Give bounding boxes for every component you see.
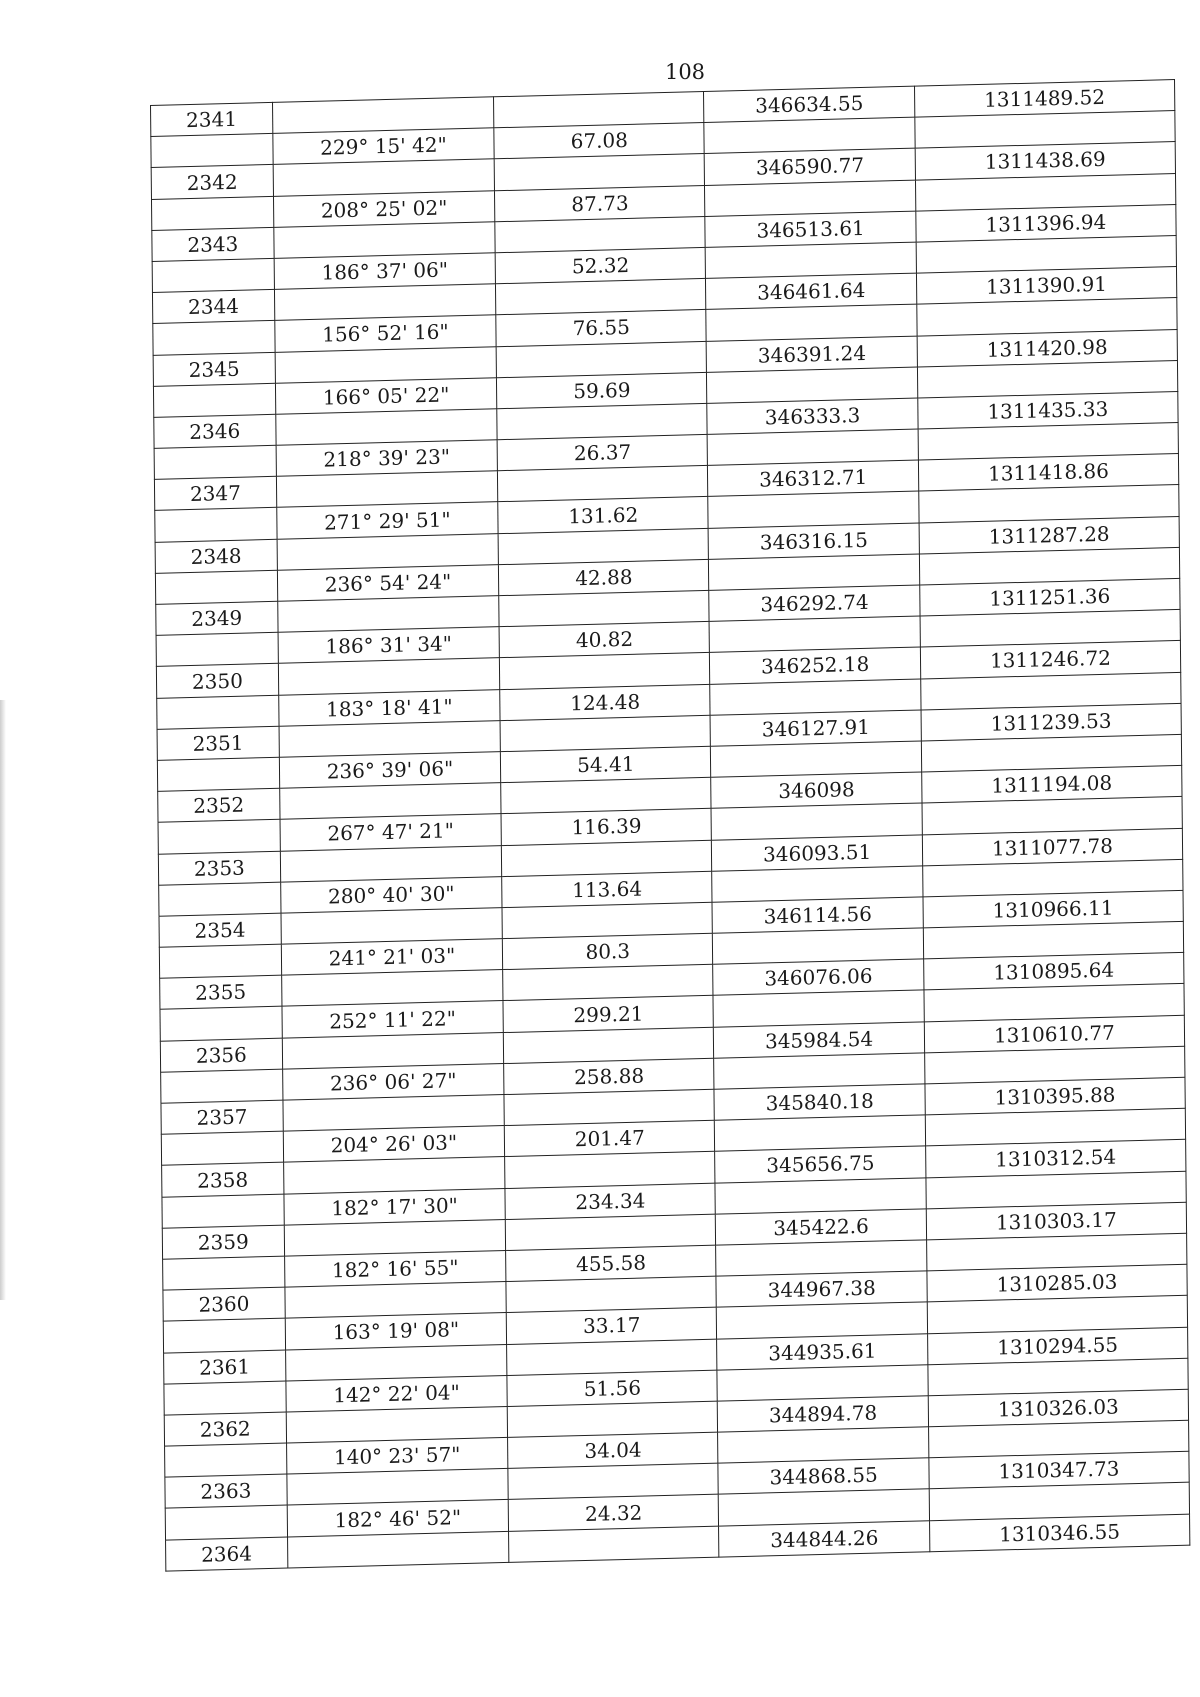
station-cell — [165, 1443, 287, 1477]
station-cell — [155, 508, 277, 542]
northing-cell: 344935.61 — [717, 1333, 928, 1370]
station-cell: 2363 — [165, 1474, 287, 1508]
distance-cell: 26.37 — [497, 434, 708, 471]
distance-cell: 299.21 — [503, 996, 714, 1033]
easting-cell: 1311246.72 — [920, 641, 1181, 679]
easting-cell: 1310294.55 — [927, 1327, 1188, 1365]
station-cell — [164, 1381, 286, 1415]
station-cell — [165, 1505, 287, 1539]
northing-cell: 346391.24 — [707, 336, 918, 373]
bearing-cell: 182° 17' 30" — [284, 1188, 506, 1225]
easting-cell: 1311251.36 — [920, 578, 1181, 616]
bearing-cell: 236° 06' 27" — [282, 1063, 504, 1100]
station-cell: 2344 — [152, 289, 274, 323]
station-cell: 2364 — [166, 1537, 288, 1571]
distance-cell: 34.04 — [508, 1432, 719, 1469]
station-cell: 2350 — [156, 664, 278, 698]
northing-cell: 346098 — [711, 772, 922, 809]
bearing-cell: 163° 19' 08" — [285, 1313, 507, 1350]
station-cell — [153, 321, 275, 355]
station-cell — [156, 632, 278, 666]
northing-cell: 345984.54 — [714, 1022, 925, 1059]
station-cell: 2353 — [158, 851, 280, 885]
page-number: 108 — [664, 60, 706, 84]
bearing-cell: 252° 11' 22" — [282, 1001, 504, 1038]
easting-cell: 1311239.53 — [921, 703, 1182, 741]
station-cell — [163, 1318, 285, 1352]
bearing-cell: 140° 23' 57" — [286, 1438, 508, 1475]
distance-cell: 234.34 — [505, 1183, 716, 1220]
survey-table — [150, 79, 1190, 1571]
station-cell: 2341 — [151, 102, 273, 136]
northing-cell: 346076.06 — [713, 959, 924, 996]
bearing-cell: 183° 18' 41" — [278, 689, 500, 726]
distance-cell: 87.73 — [495, 185, 706, 222]
northing-cell: 344868.55 — [718, 1458, 929, 1495]
bearing-cell: 186° 31' 34" — [278, 627, 500, 664]
station-cell: 2346 — [154, 414, 276, 448]
northing-cell: 346114.56 — [712, 897, 923, 934]
northing-cell: 344967.38 — [716, 1271, 927, 1308]
station-cell: 2348 — [155, 539, 277, 573]
bearing-cell: 204° 26' 03" — [283, 1126, 505, 1163]
station-cell: 2356 — [160, 1038, 282, 1072]
station-cell — [152, 258, 274, 292]
distance-cell: 51.56 — [507, 1370, 718, 1407]
bearing-cell: 156° 52' 16" — [275, 315, 497, 352]
easting-cell: 1310285.03 — [927, 1264, 1188, 1302]
station-cell — [159, 944, 281, 978]
easting-cell: 1310312.54 — [925, 1140, 1186, 1178]
survey-table-container — [150, 79, 1191, 1605]
easting-cell: 1311077.78 — [922, 828, 1183, 866]
station-cell — [151, 196, 273, 230]
distance-cell: 54.41 — [501, 746, 712, 783]
station-cell: 2360 — [163, 1287, 285, 1321]
distance-cell: 113.64 — [502, 871, 713, 908]
bearing-cell: 142° 22' 04" — [286, 1375, 508, 1412]
station-cell — [160, 1007, 282, 1041]
distance-cell: 24.32 — [508, 1495, 719, 1532]
distance-cell: 80.3 — [502, 933, 713, 970]
easting-cell: 1310895.64 — [923, 953, 1184, 991]
station-cell — [163, 1256, 285, 1290]
distance-cell: 201.47 — [504, 1120, 715, 1157]
station-cell — [154, 445, 276, 479]
station-cell: 2347 — [154, 477, 276, 511]
distance-cell: 52.32 — [495, 247, 706, 284]
easting-cell: 1311420.98 — [917, 329, 1178, 367]
northing-cell: 346292.74 — [709, 585, 920, 622]
survey-table-body — [151, 80, 1190, 1571]
bearing-cell: 236° 39' 06" — [279, 752, 501, 789]
northing-cell: 346333.3 — [707, 398, 918, 435]
station-cell — [155, 570, 277, 604]
station-cell — [159, 882, 281, 916]
easting-cell: 1310347.73 — [929, 1451, 1190, 1489]
distance-cell: 131.62 — [498, 497, 709, 534]
station-cell: 2352 — [158, 788, 280, 822]
station-cell — [158, 820, 280, 854]
northing-cell: 346634.55 — [704, 86, 915, 123]
easting-cell: 1310395.88 — [925, 1077, 1186, 1115]
station-cell: 2351 — [157, 726, 279, 760]
station-cell: 2362 — [164, 1412, 286, 1446]
distance-cell: 124.48 — [500, 684, 711, 721]
bearing-cell: 186° 37' 06" — [274, 253, 496, 290]
station-cell — [151, 134, 273, 168]
distance-cell: 455.58 — [506, 1245, 717, 1282]
distance-cell: 67.08 — [494, 123, 705, 160]
easting-cell: 1310326.03 — [928, 1389, 1189, 1427]
easting-cell: 1311287.28 — [919, 516, 1180, 554]
distance-cell: 258.88 — [504, 1058, 715, 1095]
northing-cell: 345840.18 — [714, 1084, 925, 1121]
distance-cell: 116.39 — [501, 809, 712, 846]
station-cell — [157, 695, 279, 729]
station-cell — [157, 757, 279, 791]
bearing-cell: 236° 54' 24" — [277, 564, 499, 601]
easting-cell: 1311390.91 — [916, 267, 1177, 305]
distance-cell: 76.55 — [496, 310, 707, 347]
northing-cell: 344844.26 — [719, 1520, 930, 1557]
bearing-cell: 271° 29' 51" — [277, 502, 499, 539]
bearing-cell: 166° 05' 22" — [275, 377, 497, 414]
station-cell: 2354 — [159, 913, 281, 947]
northing-cell: 346312.71 — [708, 460, 919, 497]
station-cell — [161, 1069, 283, 1103]
station-cell: 2361 — [164, 1350, 286, 1384]
station-cell — [153, 383, 275, 417]
distance-cell: 40.82 — [499, 622, 710, 659]
easting-cell: 1310303.17 — [926, 1202, 1187, 1240]
bearing-cell: 218° 39' 23" — [276, 440, 498, 477]
northing-cell: 344894.78 — [718, 1396, 929, 1433]
bearing-cell: 182° 16' 55" — [284, 1250, 506, 1287]
bearing-cell: 241° 21' 03" — [281, 939, 503, 976]
northing-cell: 346252.18 — [710, 647, 921, 684]
station-cell: 2357 — [161, 1100, 283, 1134]
station-cell: 2343 — [152, 227, 274, 261]
easting-cell: 1311396.94 — [916, 204, 1177, 242]
northing-cell: 346513.61 — [705, 211, 916, 248]
northing-cell: 345656.75 — [715, 1146, 926, 1183]
station-cell: 2355 — [160, 975, 282, 1009]
easting-cell: 1310346.55 — [929, 1514, 1190, 1552]
northing-cell: 346590.77 — [705, 149, 916, 186]
northing-cell: 346093.51 — [712, 834, 923, 871]
easting-cell: 1311435.33 — [918, 391, 1179, 429]
bearing-cell: 280° 40' 30" — [280, 876, 502, 913]
scan-shadow — [0, 700, 6, 1300]
northing-cell: 346461.64 — [706, 273, 917, 310]
station-cell — [162, 1194, 284, 1228]
station-cell: 2358 — [162, 1162, 284, 1196]
distance-cell: 59.69 — [497, 372, 708, 409]
distance-cell — [509, 1526, 720, 1563]
station-cell: 2349 — [156, 601, 278, 635]
easting-cell: 1310966.11 — [923, 890, 1184, 928]
bearing-cell: 229° 15' 42" — [273, 128, 495, 165]
station-cell: 2345 — [153, 352, 275, 386]
northing-cell: 345422.6 — [716, 1209, 927, 1246]
easting-cell: 1311194.08 — [922, 766, 1183, 804]
distance-cell: 33.17 — [506, 1307, 717, 1344]
station-cell: 2342 — [151, 165, 273, 199]
northing-cell: 346127.91 — [711, 710, 922, 747]
bearing-cell — [287, 1531, 509, 1568]
easting-cell: 1311489.52 — [914, 80, 1175, 118]
station-cell — [161, 1131, 283, 1165]
easting-cell: 1311418.86 — [918, 454, 1179, 492]
bearing-cell: 182° 46' 52" — [287, 1500, 509, 1537]
bearing-cell: 208° 25' 02" — [273, 190, 495, 227]
bearing-cell: 267° 47' 21" — [280, 814, 502, 851]
northing-cell: 346316.15 — [709, 523, 920, 560]
station-cell: 2359 — [162, 1225, 284, 1259]
easting-cell: 1310610.77 — [924, 1015, 1185, 1053]
distance-cell: 42.88 — [499, 559, 710, 596]
easting-cell: 1311438.69 — [915, 142, 1176, 180]
